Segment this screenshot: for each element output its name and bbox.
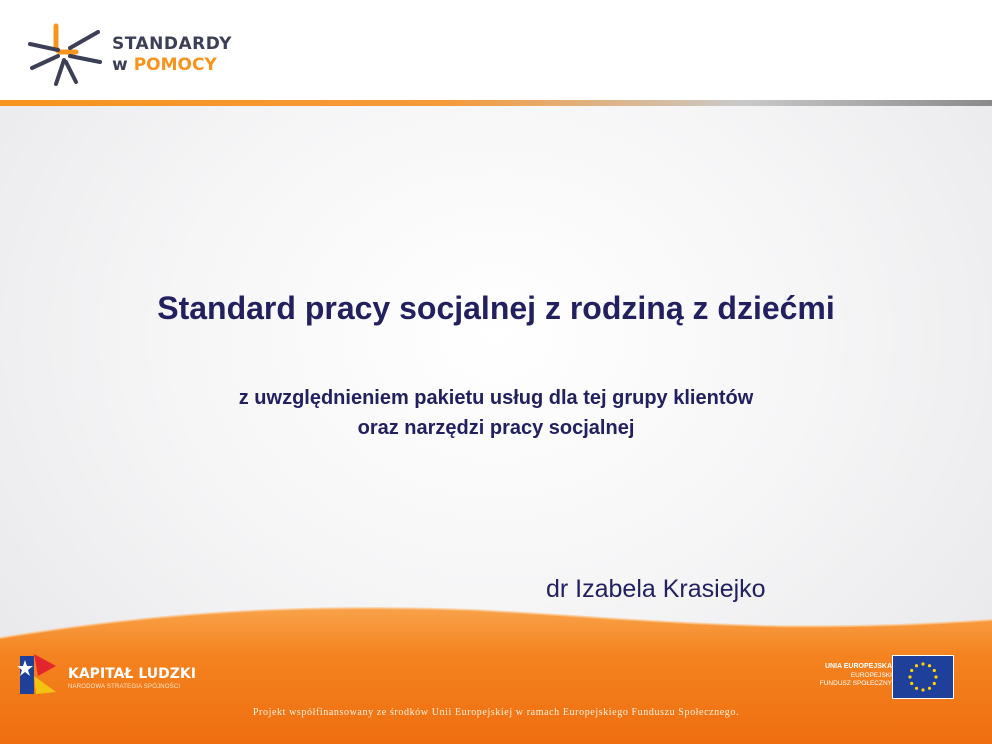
kapital-ludzki-title: KAPITAŁ LUDZKI bbox=[68, 666, 196, 682]
eu-flag-icon bbox=[892, 655, 954, 699]
eu-line-3: FUNDUSZ SPOŁECZNY bbox=[819, 680, 892, 687]
subtitle-line-2: oraz narzędzi pracy socjalnej bbox=[357, 417, 635, 439]
logo-text-standardy: STANDARDY bbox=[112, 34, 232, 54]
kapital-ludzki-star-icon bbox=[16, 650, 62, 698]
header-band bbox=[0, 0, 992, 104]
header-divider bbox=[0, 100, 992, 106]
logo-text-pomocy: POMOCY bbox=[133, 55, 217, 75]
author-name: dr Izabela Krasiejko bbox=[546, 575, 766, 603]
eu-logo-text bbox=[820, 663, 892, 689]
star-burst-logo-icon bbox=[26, 22, 106, 88]
slide-subtitle bbox=[0, 383, 992, 443]
standardy-w-pomocy-logo bbox=[26, 22, 246, 92]
eu-flag-stars bbox=[893, 656, 953, 698]
kapital-ludzki-subtitle: NARODOWA STRATEGIA SPÓJNOŚCI bbox=[68, 684, 181, 690]
kapital-ludzki-logo bbox=[16, 650, 216, 700]
logo-text-w: w bbox=[112, 55, 128, 75]
funding-note: Projekt współfinansowany ze środków Unii Europejskiej w ramach Europejskiego Funduszu Społecznego. bbox=[252, 707, 740, 718]
eu-line-2: EUROPEJSKI bbox=[850, 671, 892, 679]
slide-title: Standard pracy socjalnej z rodziną z dziećmi bbox=[157, 290, 835, 326]
eu-line-1: UNIA EUROPEJSKA bbox=[824, 663, 892, 670]
subtitle-line-1: z uwzględnieniem pakietu usług dla tej grupy klientów bbox=[238, 387, 754, 409]
eu-logo bbox=[790, 655, 960, 703]
logo-text-w-pomocy bbox=[112, 55, 217, 75]
